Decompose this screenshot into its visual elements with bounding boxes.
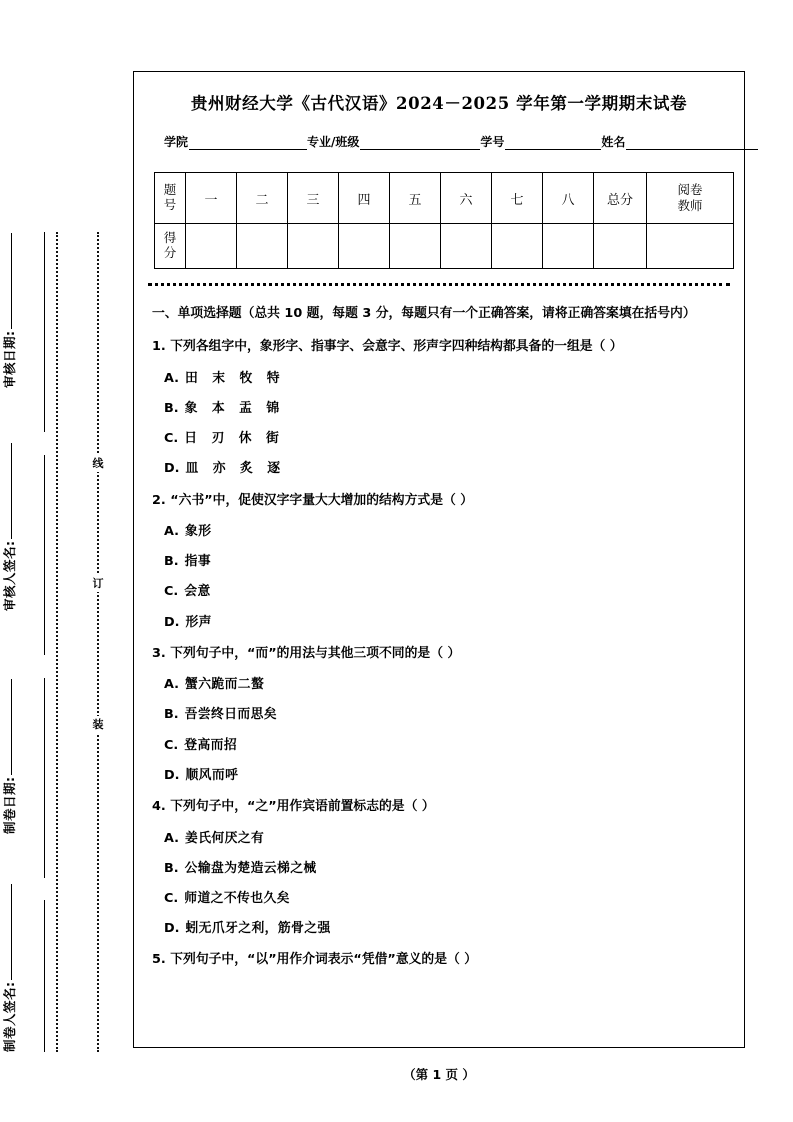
score-cell-teacher[interactable] <box>647 224 734 269</box>
question-4-option-c[interactable] <box>164 889 726 908</box>
question-3-option-b-text: 吾尝终日而思矣 <box>184 707 278 723</box>
margin-label-paper-date-text: 制卷日期: <box>2 776 17 834</box>
score-table-container <box>154 172 726 269</box>
question-3-option-c-key: C. <box>164 737 179 753</box>
student-identity-row <box>164 133 728 150</box>
question-1-text: 下列各组字中，象形字、指事字、会意字、形声字四种结构都具备的一组是（ ） <box>170 339 623 355</box>
margin-label-paper-date-blank <box>11 680 12 776</box>
field-major-class-label: 专业/班级 <box>307 135 360 149</box>
question-5-stem <box>152 950 726 970</box>
question-1-option-d-key: D. <box>164 461 180 477</box>
question-4-stem <box>152 797 726 817</box>
score-table-row-label-question <box>155 173 186 224</box>
question-2-stem <box>152 491 726 511</box>
score-cell-7[interactable] <box>492 224 543 269</box>
question-4-option-a-key: A. <box>164 830 180 846</box>
question-2-option-a-text: 象形 <box>185 524 212 540</box>
question-2-option-b-key: B. <box>164 554 179 570</box>
question-3-option-a[interactable] <box>164 675 726 694</box>
page-title: 贵州财经大学《古代汉语》2024－2025 学年第一学期期末试卷 <box>190 94 688 113</box>
row-label-question-ch1: 题 <box>163 182 177 198</box>
question-1-option-c-key: C. <box>164 431 179 447</box>
field-student-id <box>480 133 601 150</box>
question-2-option-c-text: 会意 <box>184 584 211 600</box>
question-1-option-d[interactable] <box>164 459 726 478</box>
question-4-option-b-text: 公输盘为楚造云梯之械 <box>184 860 317 876</box>
question-1-stem <box>152 337 726 357</box>
score-cell-3[interactable] <box>288 224 339 269</box>
section-heading: 一、单项选择题（总共 10 题，每题 3 分，每题只有一个正确答案，请将正确答案填在括号内） <box>152 306 696 321</box>
question-3-option-c[interactable] <box>164 736 726 755</box>
margin-label-review-date <box>0 128 18 388</box>
exam-paper-frame <box>133 71 745 1048</box>
margin-label-reviewer-signature-text: 审核人签名: <box>2 540 17 611</box>
section-separator <box>148 283 730 286</box>
margin-label-review-date-blank <box>11 234 12 330</box>
question-3-option-a-key: A. <box>164 677 180 693</box>
score-table-col-2: 二 <box>237 173 288 224</box>
question-4-option-a[interactable] <box>164 829 726 848</box>
question-3-number: 3. <box>152 645 166 661</box>
field-major-class <box>307 133 480 150</box>
question-5-number: 5. <box>152 952 166 968</box>
seam-char-assemble: 装 <box>90 716 106 733</box>
binding-margin <box>0 0 130 1122</box>
margin-rule-4 <box>44 900 45 1052</box>
field-student-id-label: 学号 <box>480 135 505 149</box>
question-1-option-a[interactable] <box>164 369 726 388</box>
field-college-input[interactable] <box>189 136 307 150</box>
question-3-text: 下列句子中，“而”的用法与其他三项不同的是（ ） <box>170 645 461 661</box>
score-cell-total[interactable] <box>594 224 647 269</box>
question-3-option-d[interactable] <box>164 766 726 785</box>
question-3-option-c-text: 登高而招 <box>184 737 238 753</box>
seam-char-line: 线 <box>90 455 106 472</box>
page-footer: （第 1 页 ） <box>403 1067 475 1082</box>
question-1-option-c[interactable] <box>164 429 726 448</box>
question-4-option-b[interactable] <box>164 859 726 878</box>
score-table-col-5: 五 <box>390 173 441 224</box>
binding-dotted-line-outer <box>56 232 58 1052</box>
question-4-option-c-text: 师道之不传也久矣 <box>184 890 290 906</box>
margin-label-review-date-text: 审核日期: <box>2 330 17 388</box>
field-name <box>601 133 758 150</box>
question-3-option-d-text: 顺风而呼 <box>185 767 239 783</box>
score-cell-2[interactable] <box>237 224 288 269</box>
question-1-number: 1. <box>152 339 166 355</box>
question-4-option-b-key: B. <box>164 860 179 876</box>
margin-label-reviewer-signature-blank <box>11 444 12 540</box>
question-1-option-d-text: 皿 亦 炙 逐 <box>185 461 286 477</box>
seam-char-bind: 订 <box>90 575 106 592</box>
field-major-class-input[interactable] <box>360 136 480 150</box>
score-table <box>154 172 734 269</box>
question-3-stem <box>152 644 726 664</box>
question-2-option-b-text: 指事 <box>184 554 212 570</box>
score-table-col-7: 七 <box>492 173 543 224</box>
question-2-option-b[interactable] <box>164 552 726 571</box>
table-row-scores <box>155 224 734 269</box>
field-college-label: 学院 <box>164 135 189 149</box>
row-label-score-ch2: 分 <box>163 245 177 260</box>
margin-label-reviewer-signature <box>0 351 18 611</box>
question-4-number: 4. <box>152 799 166 815</box>
field-name-input[interactable] <box>626 136 758 150</box>
question-2-option-c[interactable] <box>164 582 726 601</box>
margin-label-paper-maker-signature-text: 制卷人签名: <box>2 981 17 1052</box>
score-table-col-4: 四 <box>339 173 390 224</box>
question-1-option-b-text: 象 本 盂 锦 <box>184 401 285 417</box>
score-cell-4[interactable] <box>339 224 390 269</box>
question-2-text: “六书”中，促使汉字字量大大增加的结构方式是（ ） <box>170 492 474 508</box>
teacher-label-line1: 阅卷 <box>677 182 703 198</box>
score-table-col-3: 三 <box>288 173 339 224</box>
question-1-option-c-text: 日 刃 休 街 <box>184 431 284 447</box>
question-4-option-c-key: C. <box>164 890 179 906</box>
score-table-col-8: 八 <box>543 173 594 224</box>
question-4-option-d-text: 蚓无爪牙之利，筋骨之强 <box>185 921 331 937</box>
question-1-option-b[interactable] <box>164 399 726 418</box>
question-4-text: 下列句子中，“之”用作宾语前置标志的是（ ） <box>170 799 435 815</box>
score-table-col-1: 一 <box>186 173 237 224</box>
question-1-option-b-key: B. <box>164 401 179 417</box>
question-1-option-a-key: A. <box>164 370 180 386</box>
question-2-option-d-key: D. <box>164 614 180 630</box>
score-table-col-6: 六 <box>441 173 492 224</box>
margin-label-paper-maker-signature <box>0 792 18 1052</box>
field-name-label: 姓名 <box>601 135 626 149</box>
question-body <box>152 303 726 971</box>
margin-label-paper-maker-signature-blank <box>11 885 12 981</box>
score-cell-5[interactable] <box>390 224 441 269</box>
score-cell-8[interactable] <box>543 224 594 269</box>
question-3-option-d-key: D. <box>164 767 180 783</box>
question-1-option-a-text: 田 末 牧 特 <box>185 370 285 386</box>
row-label-question-ch2: 号 <box>163 197 177 212</box>
question-4-option-d-key: D. <box>164 921 180 937</box>
question-2-option-c-key: C. <box>164 584 179 600</box>
score-table-row-label-score <box>155 224 186 269</box>
question-4-option-a-text: 姜氏何厌之有 <box>185 830 265 846</box>
question-5-text: 下列句子中，“以”用作介词表示“凭借”意义的是（ ） <box>170 952 478 968</box>
score-cell-6[interactable] <box>441 224 492 269</box>
question-2-number: 2. <box>152 492 166 508</box>
score-table-col-teacher <box>647 173 734 224</box>
question-2-option-d-text: 形声 <box>185 614 212 630</box>
margin-rule-1 <box>44 232 45 432</box>
binding-dotted-line-inner <box>97 232 99 1052</box>
question-2-option-a[interactable] <box>164 522 726 541</box>
question-3-option-b-key: B. <box>164 707 179 723</box>
table-row-question-numbers <box>155 173 734 224</box>
question-4-option-d[interactable] <box>164 919 726 938</box>
question-2-option-a-key: A. <box>164 524 180 540</box>
field-college <box>164 133 307 150</box>
score-cell-1[interactable] <box>186 224 237 269</box>
question-2-option-d[interactable] <box>164 613 726 632</box>
question-3-option-b[interactable] <box>164 705 726 724</box>
question-3-option-a-text: 蟹六跪而二螯 <box>185 677 265 693</box>
field-student-id-input[interactable] <box>505 136 601 150</box>
margin-rule-3 <box>44 678 45 878</box>
margin-rule-2 <box>44 455 45 655</box>
row-label-score-ch1: 得 <box>163 230 177 246</box>
teacher-label-line2: 教师 <box>677 198 703 213</box>
score-table-col-total: 总分 <box>594 173 647 224</box>
